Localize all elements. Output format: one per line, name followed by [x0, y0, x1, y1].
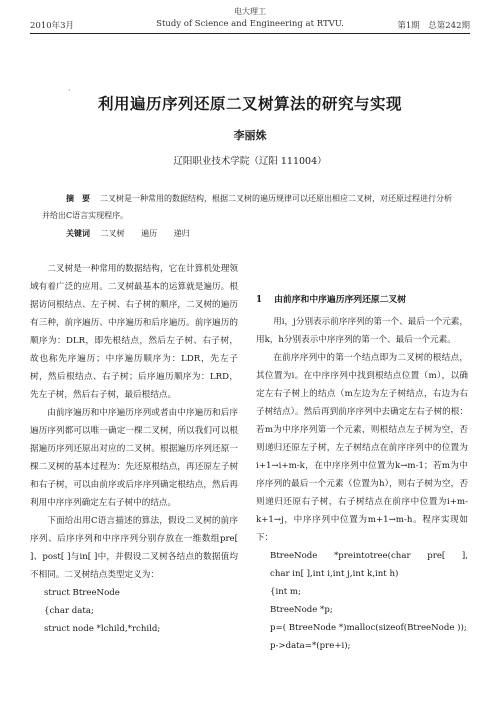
journal-english-name: Study of Science and Engineering at RTVU.	[156, 19, 344, 29]
code-line: p->data=*(pre+i);	[270, 641, 351, 651]
article-title: 利用遍历序列还原二叉树算法的研究与实现	[97, 94, 402, 113]
issue-number: 第1期 总第242期	[397, 21, 470, 31]
left-column	[30, 260, 238, 638]
paragraph: 由前序遍历和中序遍历序列或者由中序遍历和后序遍历序列都可以唯一确定一棵二叉树，所以我们可以根据遍历序列还原出对应的二叉树。根据遍历序列还原一棵二叉树的基本过程为：先还原根结点，再还原左子树和右子树，可以由前序或后序序列确定根结点，然后再利用中序序列确定左右子树中的结点。	[30, 408, 238, 508]
section-heading	[256, 291, 468, 309]
code-line: BtreeNode *preintotree(char pre[ ], char in[ ],int i,int j,int k,int h)	[270, 551, 477, 579]
code-line: BtreeNode *p;	[270, 605, 333, 615]
section-number: 1	[256, 295, 263, 305]
author: 李丽姝	[233, 129, 267, 142]
affiliation: 辽阳职业技术学院（辽阳 111004）	[173, 156, 327, 167]
issue-date: 2010年3月	[30, 21, 75, 31]
keyword: 遍历	[141, 229, 158, 238]
page-mark: ·	[68, 86, 71, 95]
abstract-label: 摘 要	[66, 193, 90, 203]
abstract-text: 二叉树是一种常用的数据结构，根据二叉树的遍历规律可以还原出相应二叉树，对还原过程进行分析并给出C语言实现程序。	[42, 194, 452, 220]
paragraph: 二叉树是一种常用的数据结构，它在计算机处理领域有着广泛的应用。二叉树最基本的运算就是遍历。根据访问根结点、左子树、右子树的顺序，二叉树的遍历有三种，前序遍历、中序遍历和后序遍历。前序遍历的顺序为：DLR，即先根结点，然后左子树、右子树，故也称先序遍历；中序遍历顺序为：LDR，先左子树，然后根结点、右子树；后序遍历顺序为：LRD，先左子树，然后右子树，最后根结点。	[30, 264, 238, 400]
code-line: p=( BtreeNode *)malloc(sizeof(BtreeNode ));	[270, 623, 467, 633]
keyword: 二叉树	[100, 229, 125, 238]
journal-name: 电大理工	[234, 7, 266, 16]
paragraph: 用i，j分别表示前序序列的第一个、最后一个元素，用k，h分别表示中序序列的第一个、最后一个元素。	[256, 317, 468, 345]
keywords-label: 关键词	[66, 228, 90, 238]
paragraph: 在前序序列中的第一个结点即为二叉树的根结点，其位置为i。在中序序列中找到根结点位置（m），以确定左右子树上的结点（m左边为左子树结点，右边为右子树结点）。然后再到前序序列中去确定左右子树的根：若m为中序序列第一个元素，则根结点左子树为空，否则递归还原左子树，左子树结点在前序序列中的位置为i+1→i+m-k，在中序序列中位置为k→m-1；若m为中序序列的最后一个元素（位置为h），则右子树为空，否则递归还原右子树，右子树结点在前序中位置为i+m-k+1→j，中序序列中位置为m+1→m-h。程序实现如下：	[256, 353, 468, 543]
paragraph: 下面给出用C语言描述的算法，假设二叉树的前序序列、后序序列和中序序列分别存放在一维数组pre[ ]、post[ ]与in[ ]中，并假设二叉树各结点的数据值均不相同。二叉树结点类型定义为：	[30, 516, 238, 580]
header-rule	[30, 33, 470, 34]
right-column	[256, 291, 477, 655]
section-title: 由前序和中序遍历序列还原二叉树	[274, 295, 407, 305]
keywords	[66, 228, 204, 239]
code-line: {int m;	[270, 587, 301, 597]
code-line: struct node *lchild,*rchild;	[44, 624, 161, 634]
code-line: {char data;	[44, 606, 94, 616]
code-line: struct BtreeNode	[44, 588, 120, 598]
keyword: 递归	[173, 229, 190, 238]
abstract	[42, 190, 458, 224]
